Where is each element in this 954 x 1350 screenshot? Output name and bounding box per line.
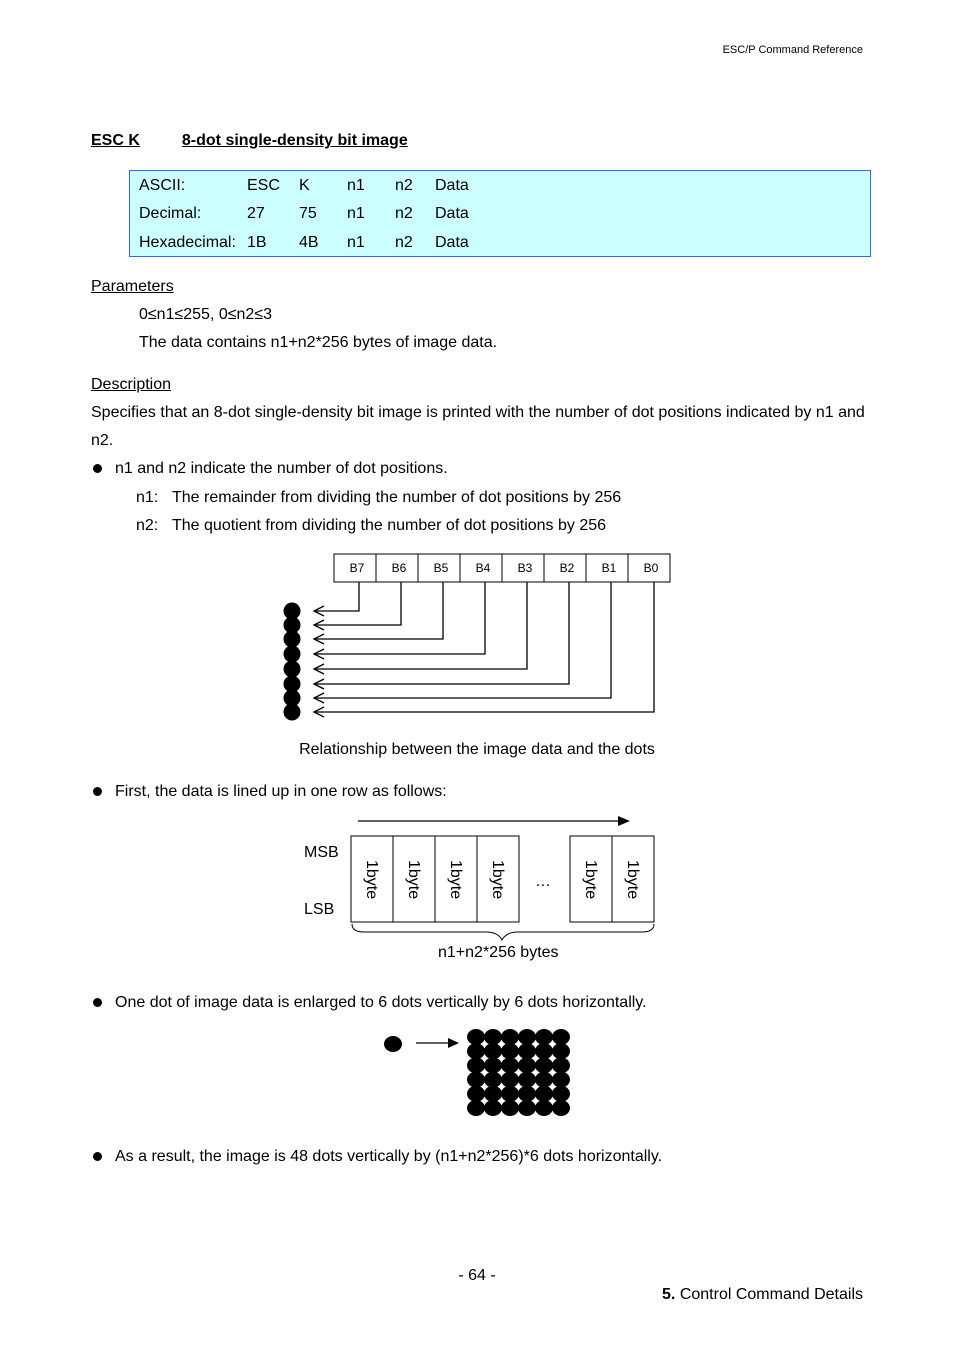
parameters-heading: Parameters — [91, 278, 174, 295]
enlarged-dot — [535, 1100, 553, 1116]
bit-label-b2: B2 — [559, 561, 575, 575]
enlarged-dot — [467, 1043, 485, 1059]
enlarged-dot — [501, 1043, 519, 1059]
bit-label-b1: B1 — [601, 561, 617, 575]
bit-label-b5: B5 — [433, 561, 449, 575]
cell: K — [299, 177, 310, 194]
row-label: ASCII: — [139, 177, 186, 194]
section-title — [91, 132, 408, 150]
page-number: - 64 - — [458, 1267, 496, 1284]
enlarged-dot — [467, 1072, 485, 1088]
enlarged-dot — [535, 1072, 553, 1088]
ellipsis: … — [535, 873, 551, 890]
msb-label: MSB — [304, 844, 339, 861]
enlarged-dot — [467, 1029, 485, 1045]
row-label: Hexadecimal: — [139, 234, 236, 251]
footer-section — [662, 1286, 863, 1304]
enlarged-dot — [467, 1100, 485, 1116]
n2-definition: The quotient from dividing the number of dot positions by 256 — [172, 517, 607, 534]
bit-label-b7: B7 — [349, 561, 365, 575]
parameter-data-note: The data contains n1+n2*256 bytes of image data. — [139, 334, 498, 351]
cell: n2 — [395, 177, 413, 194]
enlarged-dot — [484, 1100, 502, 1116]
bit-connectors — [314, 582, 654, 717]
single-dot — [384, 1036, 402, 1052]
cell: Data — [435, 205, 469, 222]
dot-column — [284, 603, 301, 721]
enlarged-dot — [552, 1029, 570, 1045]
bytes-brace — [352, 924, 654, 940]
section-name: Control Command Details — [679, 1286, 863, 1303]
bit-label-b0: B0 — [643, 561, 659, 575]
enlarged-dot — [518, 1029, 536, 1045]
ascii-row — [130, 177, 870, 205]
cell: 4B — [299, 234, 319, 251]
figure-caption: Relationship between the image data and the dots — [299, 741, 655, 758]
command-syntax-table — [129, 170, 871, 257]
brace-label: n1+n2*256 bytes — [438, 944, 559, 961]
enlarged-dot — [552, 1043, 570, 1059]
byte-label: 1byte — [489, 860, 506, 900]
bullet-icon — [93, 998, 102, 1007]
enlarged-dot — [535, 1057, 553, 1073]
enlarged-dot — [518, 1072, 536, 1088]
description-heading: Description — [91, 376, 172, 393]
enlarged-dot — [518, 1057, 536, 1073]
command-name: ESC K — [91, 132, 140, 149]
enlarged-dot — [552, 1100, 570, 1116]
description-line-1: Specifies that an 8-dot single-density bit image is printed with the number of dot positions indicated by n1 and — [91, 404, 865, 421]
dot-enlargement-diagram — [375, 1022, 575, 1122]
byte-label: 1byte — [363, 860, 380, 900]
enlarged-dot — [484, 1043, 502, 1059]
enlarged-dot — [552, 1072, 570, 1088]
arrow-head-icon — [448, 1038, 459, 1048]
cell: 1B — [247, 234, 267, 251]
arrow-head-icon — [618, 816, 630, 826]
bit-cells — [334, 554, 670, 582]
cell: n1 — [347, 177, 365, 194]
bit-dot-diagram — [270, 550, 690, 730]
bullet-text-data-row: First, the data is lined up in one row as follows: — [115, 783, 447, 800]
byte-label: 1byte — [582, 860, 599, 900]
bit-label-b6: B6 — [391, 561, 407, 575]
enlarged-dot — [535, 1086, 553, 1102]
dot-grid-6x6 — [467, 1029, 570, 1116]
enlarged-dot — [518, 1043, 536, 1059]
bullet-icon — [93, 464, 102, 473]
enlarged-dot — [518, 1086, 536, 1102]
row-label: Decimal: — [139, 205, 202, 222]
cell: n2 — [395, 234, 413, 251]
bullet-icon — [93, 1152, 102, 1161]
cell: n2 — [395, 205, 413, 222]
decimal-row — [130, 205, 870, 233]
enlarged-dot — [518, 1100, 536, 1116]
running-header: ESC/P Command Reference — [722, 44, 863, 56]
enlarged-dot — [501, 1086, 519, 1102]
byte-label: 1byte — [624, 860, 641, 900]
n1-label: n1: — [136, 489, 159, 506]
bullet-text-result: As a result, the image is 48 dots vertically by (n1+n2*256)*6 dots horizontally. — [115, 1148, 663, 1165]
enlarged-dot — [467, 1086, 485, 1102]
parameter-range: 0≤n1≤255, 0≤n2≤3 — [139, 306, 272, 323]
n2-label: n2: — [136, 517, 159, 534]
bullet-text-enlargement: One dot of image data is enlarged to 6 dots vertically by 6 dots horizontally. — [115, 994, 647, 1011]
cell: n1 — [347, 234, 365, 251]
enlarged-dot — [501, 1057, 519, 1073]
enlarged-dot — [501, 1029, 519, 1045]
n1-definition: The remainder from dividing the number of dot positions by 256 — [172, 489, 622, 506]
enlarged-dot — [501, 1100, 519, 1116]
hexadecimal-row — [130, 234, 870, 262]
description-line-2: n2. — [91, 432, 114, 449]
section-number: 5. — [662, 1286, 676, 1303]
command-description: 8-dot single-density bit image — [181, 132, 408, 149]
enlarged-dot — [484, 1072, 502, 1088]
bit-label-b4: B4 — [475, 561, 491, 575]
lsb-label: LSB — [304, 901, 335, 918]
byte-label: 1byte — [447, 860, 464, 900]
bullet-text-dot-positions: n1 and n2 indicate the number of dot positions. — [115, 460, 448, 477]
enlarged-dot — [535, 1029, 553, 1045]
cell: 75 — [299, 205, 317, 222]
cell: 27 — [247, 205, 265, 222]
cell: n1 — [347, 205, 365, 222]
enlarged-dot — [552, 1057, 570, 1073]
cell: Data — [435, 177, 469, 194]
enlarged-dot — [535, 1043, 553, 1059]
enlarged-dot — [467, 1057, 485, 1073]
enlarged-dot — [501, 1072, 519, 1088]
enlarged-dot — [552, 1086, 570, 1102]
enlarged-dot — [484, 1057, 502, 1073]
bullet-icon — [93, 787, 102, 796]
cell: ESC — [247, 177, 280, 194]
bit-label-b3: B3 — [517, 561, 533, 575]
byte-label: 1byte — [405, 860, 422, 900]
enlarged-dot — [484, 1086, 502, 1102]
enlarged-dot — [484, 1029, 502, 1045]
cell: Data — [435, 234, 469, 251]
